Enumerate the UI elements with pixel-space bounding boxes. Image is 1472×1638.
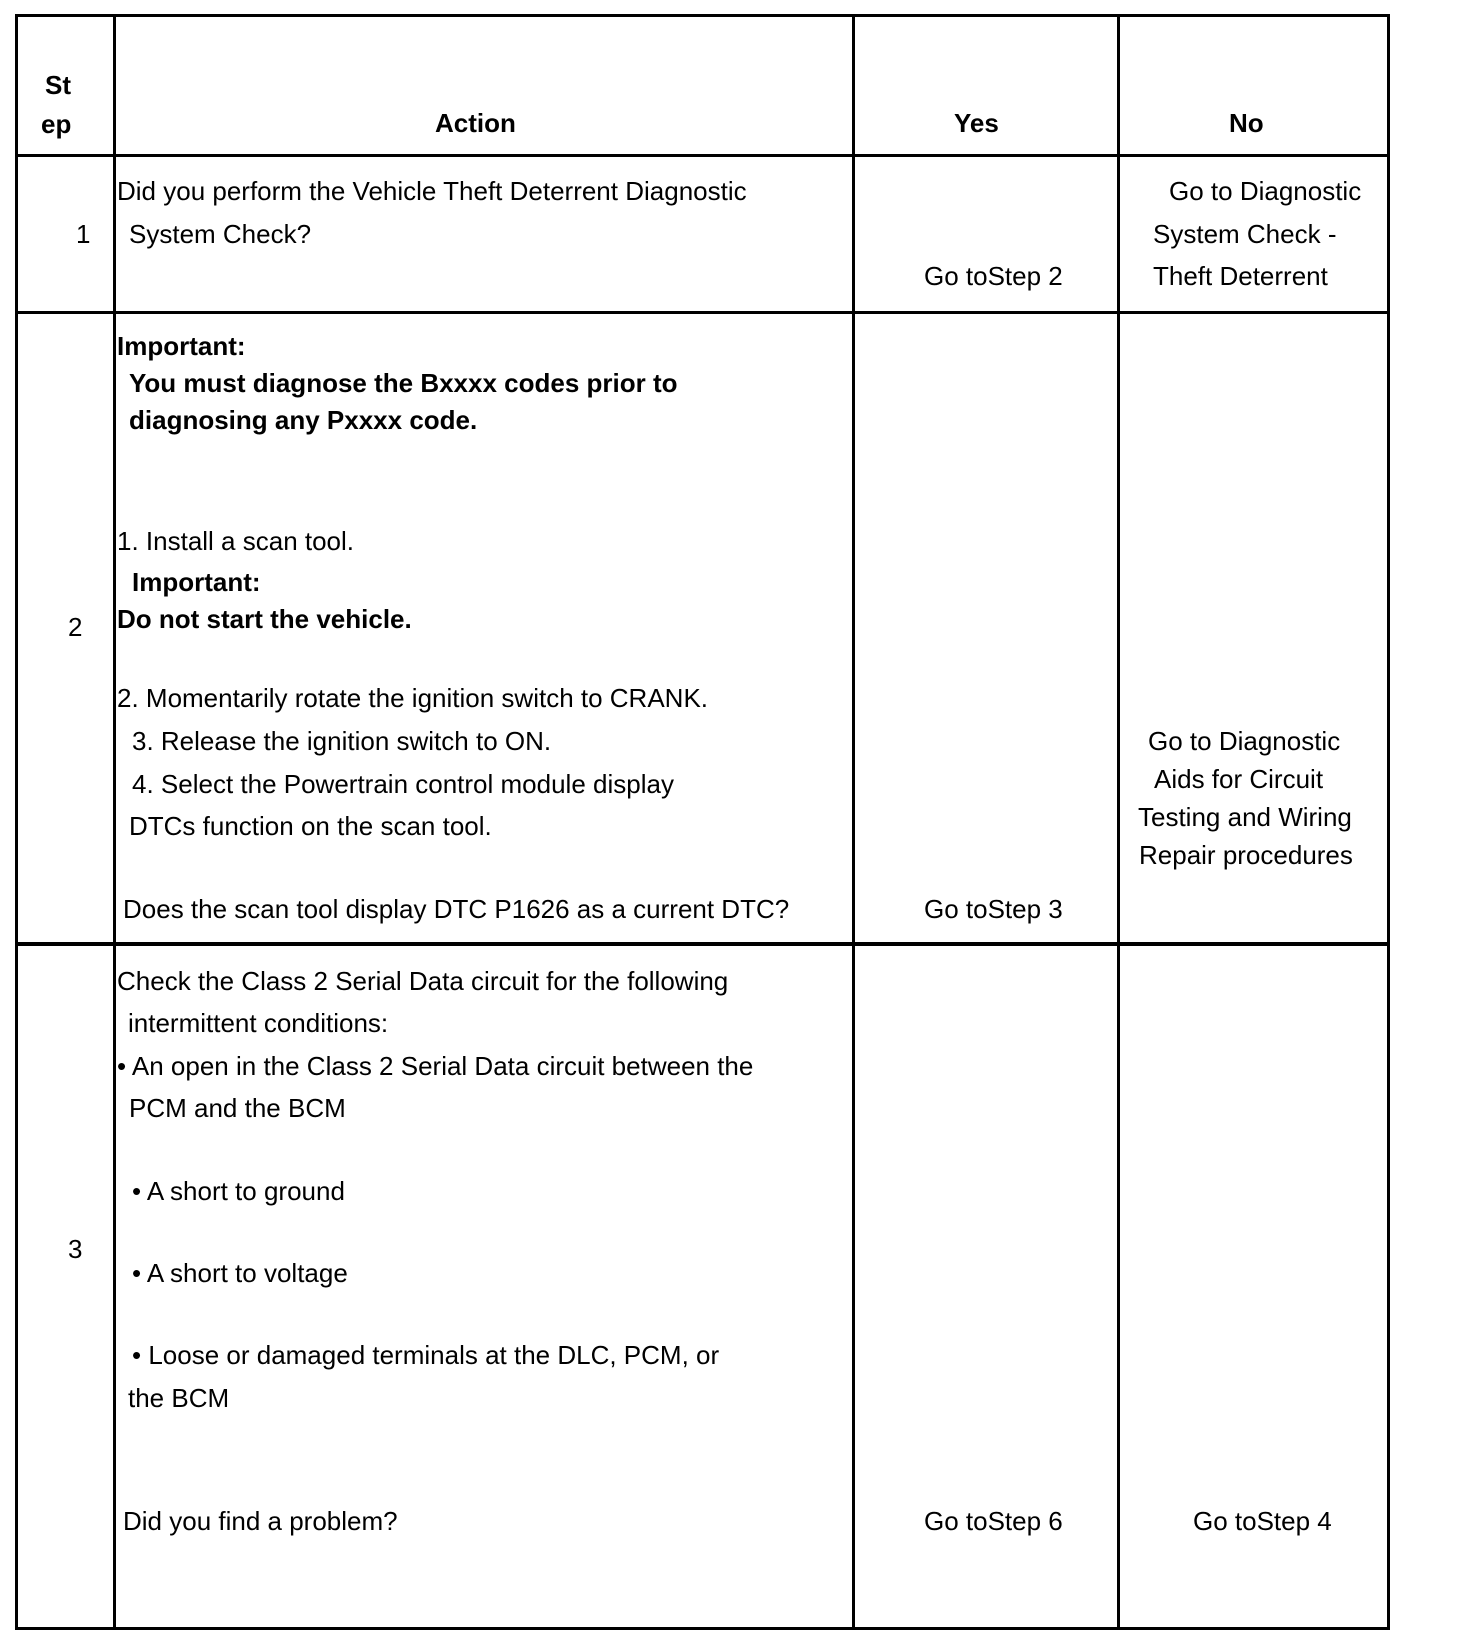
header-step-line2: ep [41,109,72,139]
row2-step1: 1. Install a scan tool. [117,526,355,556]
header-step-line1: St [45,70,71,100]
row3-bullet4-line2: the BCM [128,1383,230,1413]
col-divider-action-yes [852,14,855,1630]
row2-step-number: 2 [68,612,83,642]
row1-yes: Go toStep 2 [924,261,1063,291]
row2-important1-label: Important: [117,331,246,361]
row2-important1-line2: diagnosing any Pxxxx code. [129,405,478,435]
row3-bullet3: • A short to voltage [132,1258,348,1288]
row2-important1-line1: You must diagnose the Bxxxx codes prior to [129,368,678,398]
row3-intro-line2: intermittent conditions: [128,1008,389,1038]
row3-intro-line1: Check the Class 2 Serial Data circuit for the following [117,966,729,996]
col-divider-yes-no [1117,14,1120,1630]
row-divider-2 [15,942,1390,946]
col-divider-step-action [113,14,116,1630]
row3-bullet2: • A short to ground [132,1176,345,1206]
row2-step4-line2: DTCs function on the scan tool. [129,811,492,841]
row2-step2: 2. Momentarily rotate the ignition switch to CRANK. [117,683,709,713]
row2-step4-line1: 4. Select the Powertrain control module display [132,769,674,799]
border-left [15,14,18,1630]
row1-action-line1: Did you perform the Vehicle Theft Deterrent Diagnostic [117,176,747,206]
row2-no-line3: Testing and Wiring [1138,802,1352,832]
row1-no-line1: Go to Diagnostic [1169,176,1362,206]
header-yes: Yes [954,108,999,138]
border-bottom [15,1627,1390,1630]
row2-important2-label: Important: [132,567,261,597]
row3-yes: Go toStep 6 [924,1506,1063,1536]
row1-step-number: 1 [76,219,91,249]
row3-bullet1-line2: PCM and the BCM [129,1093,346,1123]
row2-no-line1: Go to Diagnostic [1148,726,1341,756]
row2-question: Does the scan tool display DTC P1626 as a current DTC? [123,894,790,924]
row2-no-line2: Aids for Circuit [1154,764,1324,794]
row1-action-line2: System Check? [129,219,312,249]
border-top [15,14,1390,17]
row-divider-1 [15,311,1390,314]
header-action: Action [435,108,516,138]
row3-bullet1-line1: • An open in the Class 2 Serial Data circuit between the [117,1051,754,1081]
row2-yes: Go toStep 3 [924,894,1063,924]
row1-no-line3: Theft Deterrent [1153,261,1328,291]
border-right [1387,14,1390,1630]
row3-question: Did you find a problem? [123,1506,398,1536]
row3-step-number: 3 [68,1234,83,1264]
row1-no-line2: System Check - [1153,219,1337,249]
row2-no-line4: Repair procedures [1139,840,1353,870]
row-divider-header [15,154,1390,157]
row3-no: Go toStep 4 [1193,1506,1332,1536]
row3-bullet4-line1: • Loose or damaged terminals at the DLC, PCM, or [132,1340,720,1370]
row2-step3: 3. Release the ignition switch to ON. [132,726,552,756]
header-no: No [1229,108,1264,138]
diagnostic-table [15,14,1457,1630]
row2-important2-text: Do not start the vehicle. [117,604,412,634]
